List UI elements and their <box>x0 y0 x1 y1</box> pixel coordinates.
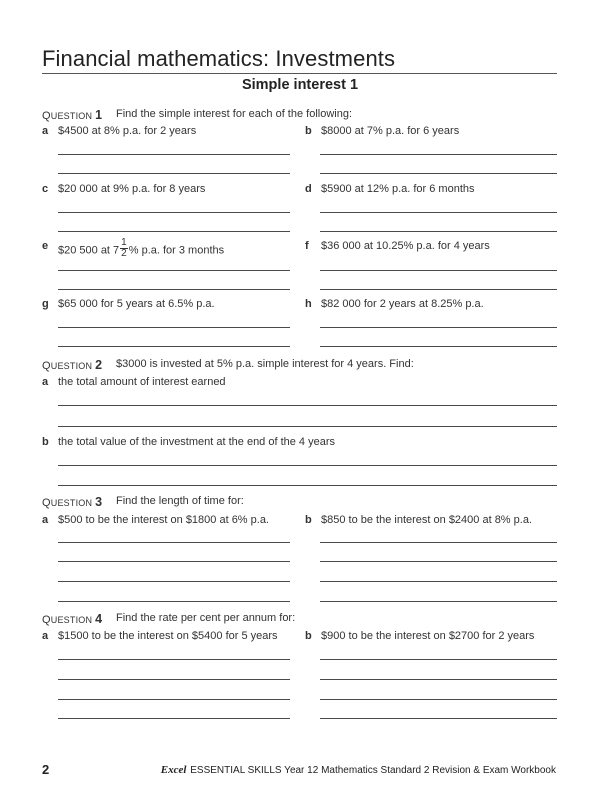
answer-line <box>58 270 290 271</box>
answer-line <box>58 212 290 213</box>
question-word: QUESTION <box>42 360 93 372</box>
answer-line <box>58 289 290 290</box>
answer-line <box>58 542 290 543</box>
question-1-prompt: Find the simple interest for each of the following: <box>116 108 353 120</box>
answer-line <box>58 426 557 427</box>
question-3-prompt: Find the length of time for: <box>116 495 244 507</box>
answer-line <box>320 581 557 582</box>
answer-line <box>320 173 557 174</box>
chapter-title: Financial mathematics: Investments <box>42 46 396 71</box>
answer-line <box>58 405 557 406</box>
answer-line <box>58 659 290 660</box>
question-word: QUESTION <box>42 497 93 509</box>
fraction-one-half: $\frac{1}{2}$ <box>121 237 127 259</box>
answer-line <box>320 346 557 347</box>
answer-line <box>58 601 290 602</box>
answer-line <box>58 561 290 562</box>
question-number: 2 <box>95 358 103 372</box>
question-2-heading <box>42 358 414 372</box>
answer-line <box>58 154 290 155</box>
answer-line <box>320 231 557 232</box>
answer-line <box>320 718 557 719</box>
answer-line <box>58 327 290 328</box>
answer-line <box>320 542 557 543</box>
answer-line <box>320 327 557 328</box>
page-number: 2 <box>42 762 50 777</box>
question-4-prompt: Find the rate per cent per annum for: <box>116 612 296 624</box>
question-word: QUESTION <box>42 614 93 626</box>
answer-line <box>320 212 557 213</box>
answer-line <box>58 679 290 680</box>
question-word: QUESTION <box>42 110 93 122</box>
header-rule <box>42 73 557 74</box>
answer-line <box>58 581 290 582</box>
answer-line <box>320 289 557 290</box>
section-title: Simple interest 1 <box>241 77 359 93</box>
question-number: 3 <box>95 495 103 509</box>
answer-line <box>58 231 290 232</box>
answer-line <box>58 699 290 700</box>
answer-line <box>58 346 290 347</box>
question-number: 4 <box>95 612 103 626</box>
answer-line <box>58 718 290 719</box>
answer-line <box>58 465 557 466</box>
question-3-heading <box>42 495 244 509</box>
book-title: ESSENTIAL SKILLS Year 12 Mathematics Standard 2 Revision & Exam Workbook <box>190 765 556 776</box>
question-2-prompt: $3000 is invested at 5% p.a. simple interest for 4 years. Find: <box>116 358 414 370</box>
question-1-heading <box>42 108 353 122</box>
excel-logo: Excel <box>160 764 187 776</box>
answer-line <box>320 659 557 660</box>
answer-line <box>320 270 557 271</box>
question-4-heading <box>42 612 296 626</box>
answer-line <box>320 601 557 602</box>
answer-line <box>320 679 557 680</box>
answer-line <box>320 154 557 155</box>
answer-line <box>320 561 557 562</box>
question-number: 1 <box>95 108 103 122</box>
answer-line <box>320 699 557 700</box>
footer-book-title <box>161 764 556 776</box>
answer-line <box>58 485 557 486</box>
answer-line <box>58 173 290 174</box>
